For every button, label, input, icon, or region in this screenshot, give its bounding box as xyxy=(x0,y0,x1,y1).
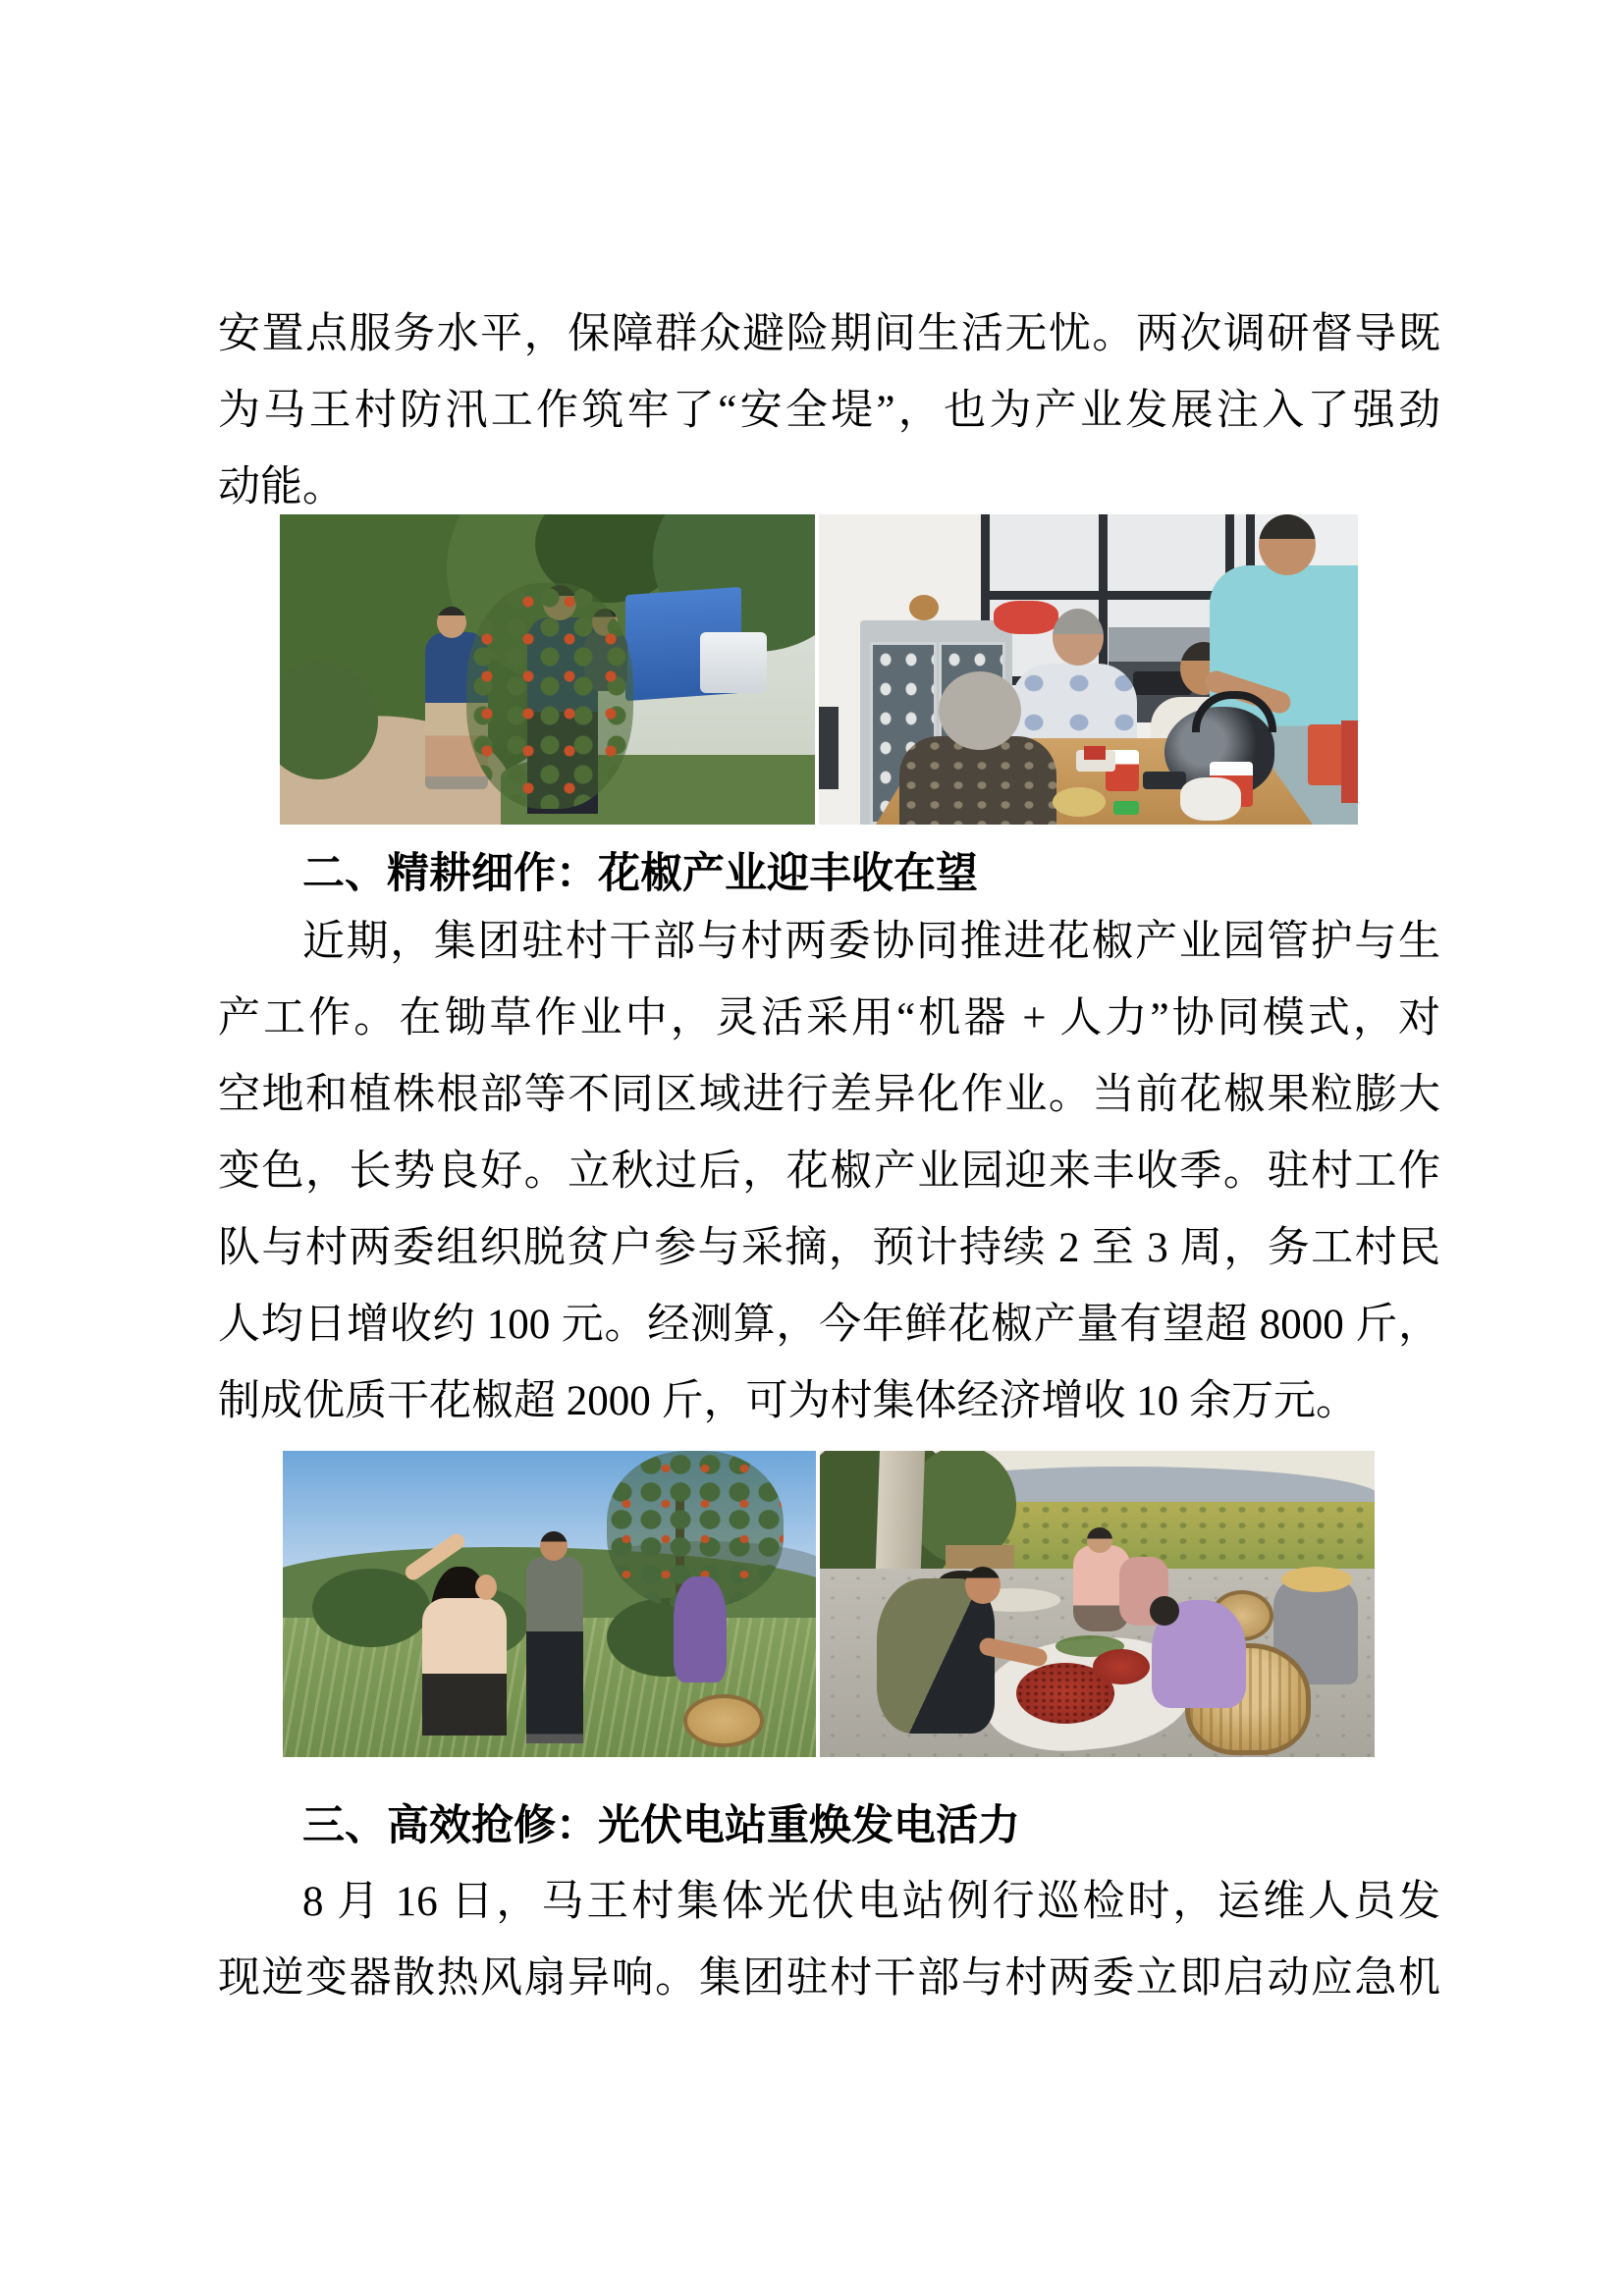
text-line: 动能。 xyxy=(218,464,345,510)
teapot xyxy=(909,595,939,620)
person-head xyxy=(1053,609,1104,666)
person-head xyxy=(475,1575,497,1600)
text-line: 8 月 16 日，马王村集体光伏电站例行巡检时，运维人员发 xyxy=(302,1879,1440,1925)
section-heading-3: 三、高效抢修：光伏电站重焕发电活力 xyxy=(302,1802,1020,1849)
plastic-bag xyxy=(1180,777,1241,821)
section-heading-2: 二、精耕细作：花椒产业迎丰收在望 xyxy=(302,850,978,897)
person-gray-tee xyxy=(526,1557,583,1743)
text-line: 为马王村防汛工作筑牢了“安全堤”，也为产业发展注入了强劲 xyxy=(218,388,1440,434)
paragraph-pepper-harvest xyxy=(218,904,1440,1440)
noodle-bowl xyxy=(1053,787,1106,817)
photo-peppercorn-sorting xyxy=(820,1451,1375,1757)
text-line: 空地和植株根部等不同区域进行差异化作业。当前花椒果粒膨大 xyxy=(218,1072,1440,1118)
paragraph-pv-station xyxy=(218,1864,1440,2017)
person-head xyxy=(965,1567,1001,1604)
text-line: 队与村两委组织脱贫户参与采摘，预计持续 2 至 3 周，务工村民 xyxy=(218,1225,1440,1271)
text-line: 人均日增收约 100 元。经测算，今年鲜花椒产量有望超 8000 斤， xyxy=(218,1302,1440,1348)
text-line: 现逆变器散热风扇异响。集团驻村干部与村两委立即启动应急机 xyxy=(218,1955,1440,2002)
tissue-box xyxy=(1084,746,1106,760)
page-content xyxy=(218,0,1440,2296)
thermos xyxy=(819,707,839,789)
person-head xyxy=(437,607,466,638)
text-line: 制成优质干花椒超 2000 斤，可为村集体经济增收 10 余万元。 xyxy=(218,1378,1358,1424)
pepper-branch xyxy=(466,583,633,809)
text-line: 产工作。在锄草作业中，灵活采用“机器 + 人力”协同模式，对 xyxy=(218,995,1440,1041)
red-canister xyxy=(1308,724,1343,785)
person-head xyxy=(540,1531,568,1561)
text-line: 变色，长势良好。立秋过后，花椒产业园迎来丰收季。驻村工作 xyxy=(218,1148,1440,1195)
phone xyxy=(1143,772,1186,789)
straw-hat xyxy=(1281,1567,1352,1592)
bush xyxy=(312,1569,430,1647)
person-head xyxy=(1150,1596,1179,1626)
red-seat xyxy=(1341,721,1358,803)
wicker-basket xyxy=(683,1694,764,1747)
paragraph-flood-control-continuation xyxy=(218,296,1440,526)
photo-row-1 xyxy=(218,514,1440,825)
red-cloth xyxy=(994,601,1058,634)
person-head xyxy=(1259,514,1316,575)
photo-hillside-pepper-picking xyxy=(283,1451,816,1757)
person-beige-top xyxy=(422,1598,507,1735)
text-line: 安置点服务水平，保障群众避险期间生活无忧。两次调研督导既 xyxy=(218,311,1440,357)
photo-pepper-orchard-inspection xyxy=(280,514,815,825)
peppercorn-pile xyxy=(1093,1649,1150,1684)
photo-row-2 xyxy=(218,1451,1440,1757)
person-head xyxy=(939,671,1021,750)
green-packet xyxy=(1113,801,1139,815)
person-purple xyxy=(674,1576,727,1682)
photo-village-home-visit xyxy=(819,514,1358,825)
text-line: 近期，集团驻村干部与村两委协同推进花椒产业园管护与生 xyxy=(302,919,1440,965)
white-truck xyxy=(700,632,767,693)
person-head xyxy=(1087,1527,1112,1553)
